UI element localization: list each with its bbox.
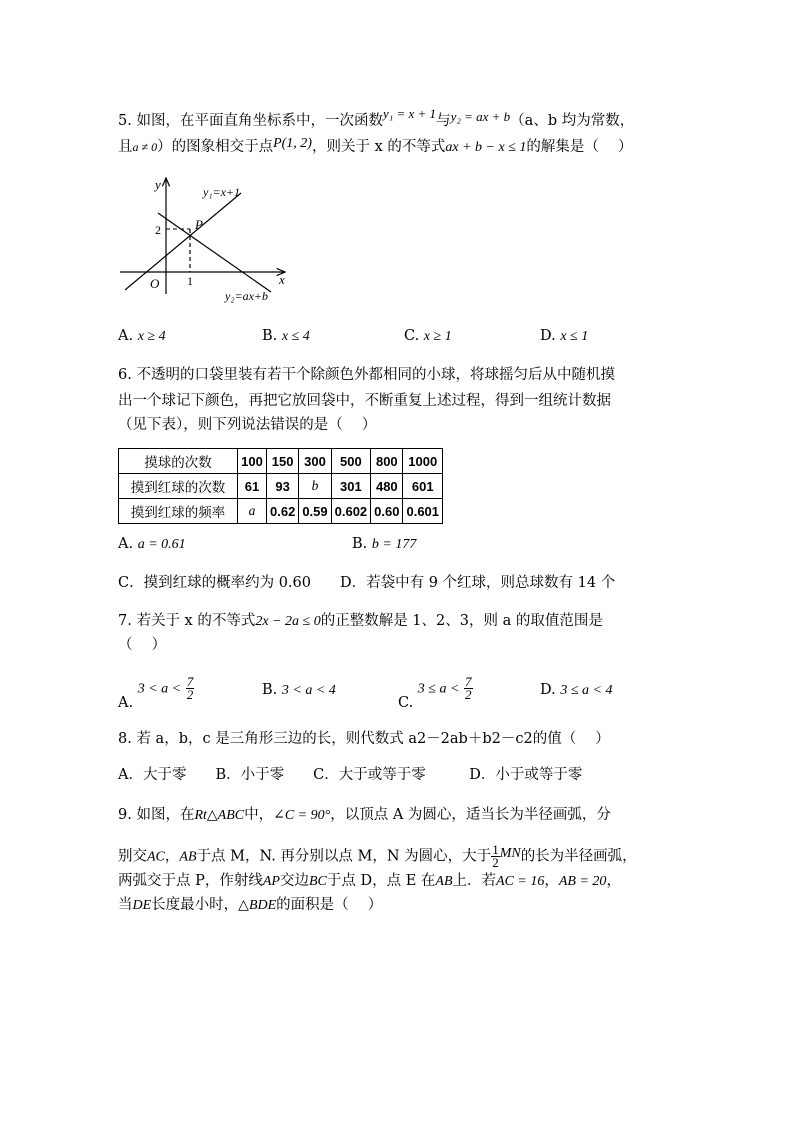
segment-ac: AC xyxy=(147,849,165,865)
option-text: x ≥ 1 xyxy=(423,329,452,344)
q9-line-2 xyxy=(118,844,637,869)
option-letter: A. xyxy=(118,536,134,552)
segment-ab: AB xyxy=(435,874,453,889)
numerator: 7 xyxy=(186,674,194,689)
angle-c: ∠C = 90° xyxy=(273,808,331,823)
table-cell: 1000 xyxy=(403,449,443,474)
q9-text: ， xyxy=(164,848,180,865)
option-letter: C. xyxy=(398,694,414,711)
table-cell: 93 xyxy=(267,474,299,499)
q9-text: 的面积是（ ） xyxy=(276,897,383,913)
q6-option-b[interactable] xyxy=(352,536,416,553)
segment-mn: MN xyxy=(499,845,521,861)
value-ab: AB = 20 xyxy=(558,874,607,889)
line-y2 xyxy=(158,213,271,292)
q5-text: 与 xyxy=(436,113,451,129)
triangle: Rt△ABC xyxy=(194,808,245,823)
table-cell: 0.59 xyxy=(299,499,331,524)
option-letter: B. xyxy=(262,682,278,698)
y-axis-label: y xyxy=(155,177,161,192)
q5-option-d[interactable] xyxy=(540,328,588,345)
point-p: P(1, 2) xyxy=(273,136,312,151)
segment-ab: AB xyxy=(179,849,197,865)
table-cell: 100 xyxy=(238,449,267,474)
line-y1 xyxy=(125,193,241,290)
q5-option-a[interactable] xyxy=(118,328,166,345)
table-cell: 摸到红球的频率 xyxy=(119,499,238,524)
q8-line-1: 8. 若 a，b，c 是三角形三边的长，则代数式 a2－2ab＋b2－c2的值（ ） xyxy=(118,731,610,747)
option-letter: C. xyxy=(404,328,420,344)
table-cell: b xyxy=(299,474,331,499)
q9-text: 当 xyxy=(118,897,133,913)
q7-line-2: （ ） xyxy=(118,637,167,653)
denominator: 2 xyxy=(465,687,472,702)
tick-x-1: 1 xyxy=(187,274,193,288)
option-text: 3 < a < xyxy=(137,681,182,697)
table-cell: 480 xyxy=(371,474,403,499)
q5-option-c[interactable] xyxy=(404,328,452,345)
table-cell: 摸球的次数 xyxy=(119,449,238,474)
q9-text: ， xyxy=(606,873,621,889)
segment-de: DE xyxy=(132,898,152,913)
table-cell: 300 xyxy=(299,449,331,474)
q8-options[interactable]: A．大于零 B．小于零 C．大于或等于零 D．小于或等于零 xyxy=(118,767,583,783)
q9-text: 中， xyxy=(244,807,274,823)
q6-line-2: 出一个球记下颜色，再把它放回袋中，不断重复上述过程，得到一组统计数据 xyxy=(118,393,611,409)
denominator: 2 xyxy=(492,855,499,870)
triangle-bde: △BDE xyxy=(238,898,277,913)
q7-text: 7. 若关于 x 的不等式 xyxy=(118,613,256,629)
q5-text: 且 xyxy=(118,139,133,155)
tick-y-2: 2 xyxy=(155,223,161,237)
q9-text: 于点 M，N. 再分别以点 M，N 为圆心，大于 xyxy=(196,848,492,865)
option-text: x ≤ 4 xyxy=(281,329,310,344)
inequality: ax + b − x ≤ 1 xyxy=(445,140,527,155)
option-letter: A. xyxy=(118,694,134,711)
q5-text: 5. 如图，在平面直角坐标系中，一次函数 xyxy=(118,113,383,129)
table-cell: 0.62 xyxy=(267,499,299,524)
table-cell: 0.601 xyxy=(403,499,443,524)
q9-text: 别交 xyxy=(118,848,147,865)
q9-text: 于点 D，点 E 在 xyxy=(326,873,436,889)
q9-text: ，以顶点 A 为圆心，适当长为半径画弧，分 xyxy=(330,807,611,823)
table-cell: 61 xyxy=(238,474,267,499)
option-letter: A. xyxy=(118,328,134,344)
q5-line-1 xyxy=(118,106,635,130)
ray-ap: AP xyxy=(262,874,280,889)
q9-text: 两弧交于点 P，作射线 xyxy=(118,873,263,889)
option-text: a = 0.61 xyxy=(137,537,186,552)
q5-text: 的解集是（ ） xyxy=(526,139,633,155)
table-cell: 0.60 xyxy=(371,499,403,524)
table-cell: 601 xyxy=(403,474,443,499)
formula-y1: y₁ = x + 1 xyxy=(382,106,437,121)
q6-line-3: （见下表），则下列说法错误的是（ ） xyxy=(118,417,377,433)
q9-line-4 xyxy=(118,896,382,915)
q7-option-b[interactable] xyxy=(262,682,336,699)
condition-a: a ≠ 0 xyxy=(132,140,158,154)
q5-line-2 xyxy=(118,138,633,157)
q9-text: 的长为半径画弧， xyxy=(520,848,637,865)
inequality: 2x − 2a ≤ 0 xyxy=(255,614,321,629)
q5-text: ）的图象相交于点 xyxy=(157,139,274,155)
q9-line-3 xyxy=(118,872,621,891)
option-text: x ≥ 4 xyxy=(137,329,166,344)
table-row xyxy=(119,499,443,524)
q5-text: ，则关于 x 的不等式 xyxy=(311,139,446,155)
point-p-label: P xyxy=(195,217,203,232)
option-letter: B. xyxy=(352,536,368,552)
table-cell: 800 xyxy=(371,449,403,474)
q9-line-1 xyxy=(118,806,611,825)
formula-y2: y₂ = ax + b xyxy=(450,109,511,124)
origin-label: O xyxy=(150,276,160,291)
segment-bc: BC xyxy=(308,874,327,889)
fraction xyxy=(464,676,473,701)
q9-text: 长度最小时， xyxy=(151,897,239,913)
option-letter: B. xyxy=(262,328,278,344)
x-axis-label: x xyxy=(279,272,285,287)
table-cell: 0.602 xyxy=(331,499,371,524)
table-row xyxy=(119,474,443,499)
frequency-table xyxy=(118,448,443,524)
numerator: 7 xyxy=(465,674,472,689)
line-y1-label: y₁=x+1 xyxy=(203,185,241,199)
q9-text: 上．若 xyxy=(452,873,497,889)
fraction-half xyxy=(491,844,500,869)
q7-option-d[interactable] xyxy=(540,682,612,699)
fraction xyxy=(186,676,195,701)
option-letter: D. xyxy=(540,682,556,698)
table-cell: 摸到红球的次数 xyxy=(119,474,238,499)
option-letter: D. xyxy=(540,328,556,344)
denominator: 2 xyxy=(186,687,194,702)
q6-option-a[interactable] xyxy=(118,536,186,553)
q5-graph xyxy=(115,172,295,307)
q9-text: ， xyxy=(544,873,559,889)
q7-option-c[interactable] xyxy=(398,674,473,711)
q6-options-cd[interactable]: C．摸到红球的概率约为 0.60 D．若袋中有 9 个红球，则总球数有 14 个 xyxy=(118,575,616,591)
q5-option-b[interactable] xyxy=(262,328,310,345)
table-cell: 500 xyxy=(331,449,371,474)
table-cell: 150 xyxy=(267,449,299,474)
value-ac: AC = 16 xyxy=(496,874,545,889)
q9-text: 交边 xyxy=(279,873,309,889)
table-cell: 301 xyxy=(331,474,371,499)
q7-option-a[interactable] xyxy=(118,674,194,711)
option-text: b = 177 xyxy=(371,537,417,552)
table-cell: a xyxy=(238,499,267,524)
q5-text: （a、b 均为常数， xyxy=(510,113,635,129)
option-text: 3 ≤ a < xyxy=(417,681,460,697)
table-row xyxy=(119,449,443,474)
q9-text: 9. 如图，在 xyxy=(118,807,195,823)
line-y2-label: y₂=ax+b xyxy=(225,289,269,303)
numerator: 1 xyxy=(492,842,499,857)
option-text: x ≤ 1 xyxy=(560,329,589,344)
q7-line-1 xyxy=(118,612,603,631)
q6-line-1: 6. 不透明的口袋里装有若干个除颜色外都相同的小球，将球摇匀后从中随机摸 xyxy=(118,367,615,383)
q7-text: 的正整数解是 1、2、3，则 a 的取值范围是 xyxy=(320,613,603,629)
option-text: 3 ≤ a < 4 xyxy=(560,683,613,698)
option-text: 3 < a < 4 xyxy=(281,683,336,698)
